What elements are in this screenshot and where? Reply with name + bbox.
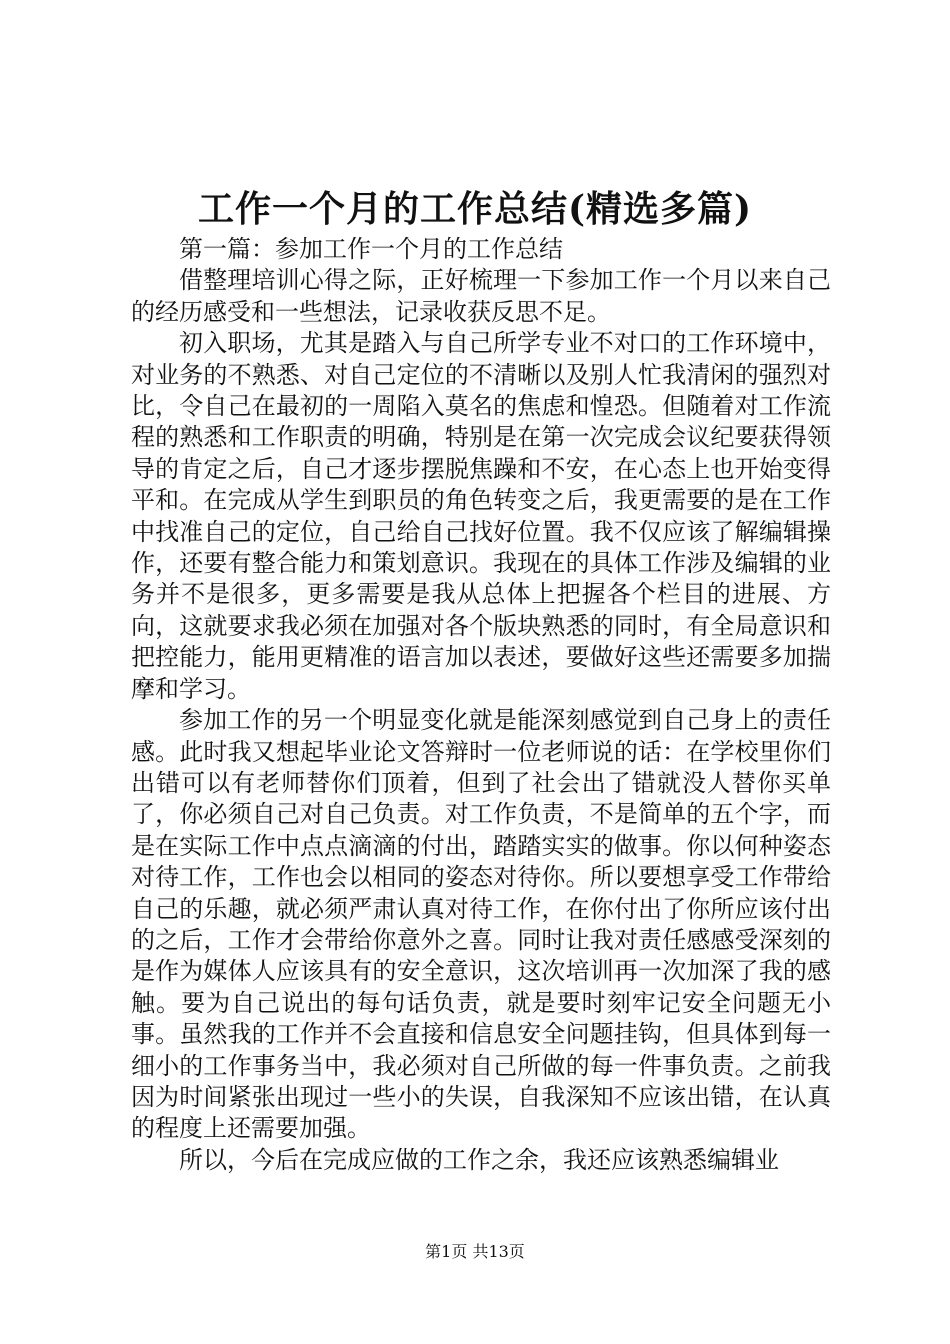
paragraph: 初入职场，尤其是踏入与自己所学专业不对口的工作环境中，对业务的不熟悉、对自己定位的不清晰以及别人忙我清闲的强烈对比，令自己在最初的一周陷入莫名的焦虑和惶恐。但随着对工作流程的熟悉和工作职责的明确，特别是在第一次完成会议纪要获得领导的肯定之后，自己才逐步摆脱焦躁和不安，在心态上也开始变得平和。在完成从学生到职员的角色转变之后，我更需要的是在工作中找准自己的定位，自己给自己找好位置。我不仅应该了解编辑操作，还要有整合能力和策划意识。我现在的具体工作涉及编辑的业务并不是很多，更多需要是我从总体上把握各个栏目的进展、方向，这就要求我必须在加强对各个版块熟悉的同时，有全局意识和把控能力，能用更精准的语言加以表述，要做好这些还需要多加揣摩和学习。 bbox=[131, 329, 831, 703]
paragraph: 借整理培训心得之际，正好梳理一下参加工作一个月以来自己的经历感受和一些想法，记录收获反思不足。 bbox=[131, 266, 831, 326]
document-body bbox=[131, 234, 831, 1176]
page-footer: 第1页 共13页 bbox=[425, 1242, 525, 1261]
paragraph: 所以，今后在完成应做的工作之余，我还应该熟悉编辑业 bbox=[179, 1145, 779, 1174]
section-heading: 第一篇：参加工作一个月的工作总结 bbox=[179, 235, 563, 263]
document-title: 工作一个月的工作总结(精选多篇) bbox=[197, 188, 753, 230]
paragraph: 参加工作的另一个明显变化就是能深刻感觉到自己身上的责任感。此时我又想起毕业论文答辩时一位老师说的话：在学校里你们出错可以有老师替你们顶着，但到了社会出了错就没人替你买单了，你必须自己对自己负责。对工作负责，不是简单的五个字，而是在实际工作中点点滴滴的付出，踏踏实实的做事。你以何种姿态对待工作，工作也会以相同的姿态对待你。所以要想享受工作带给自己的乐趣，就必须严肃认真对待工作，在你付出了你所应该付出的之后，工作才会带给你意外之喜。同时让我对责任感感受深刻的是作为媒体人应该具有的安全意识，这次培训再一次加深了我的感触。要为自己说出的每句话负责，就是要时刻牢记安全问题无小事。虽然我的工作并不会直接和信息安全问题挂钩，但具体到每一细小的工作事务当中，我必须对自己所做的每一件事负责。之前我因为时间紧张出现过一些小的失误，自我深知不应该出错，在认真的程度上还需要加强。 bbox=[131, 706, 831, 1143]
